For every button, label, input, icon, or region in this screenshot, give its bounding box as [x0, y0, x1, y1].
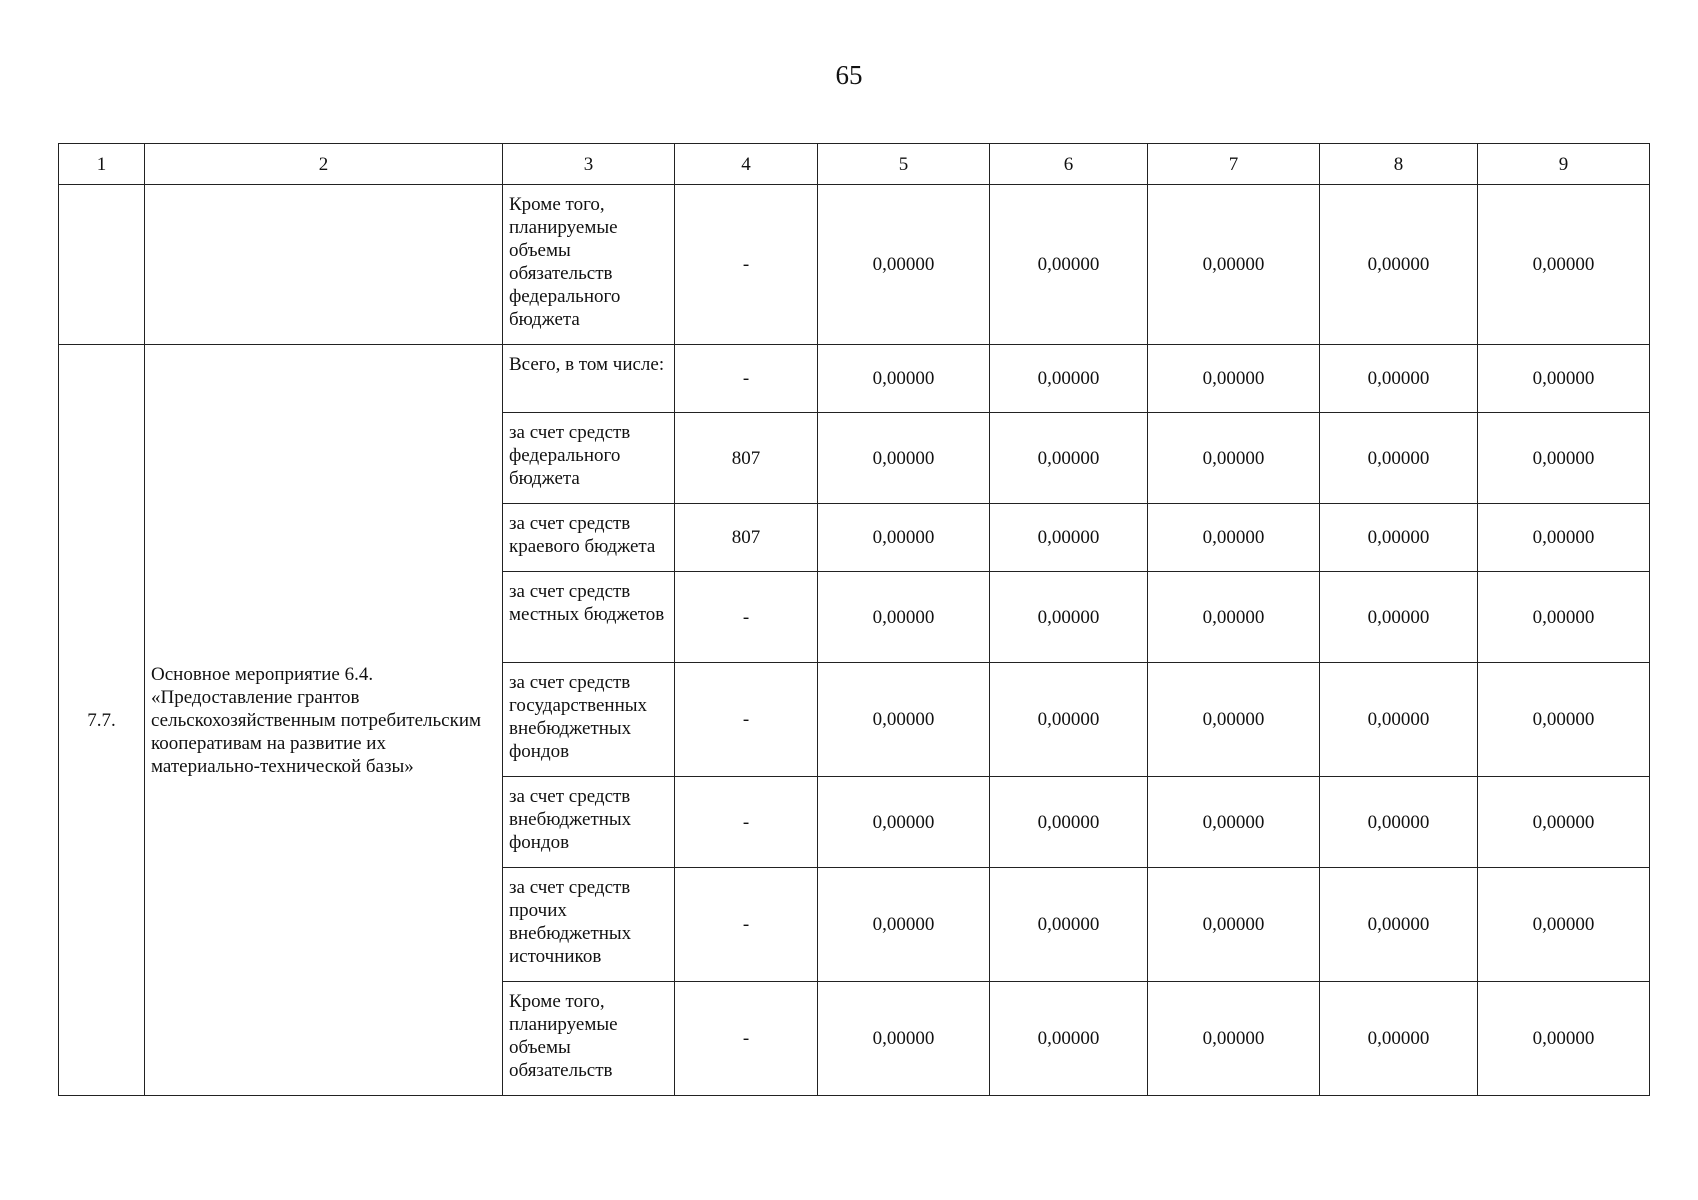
funding-source-cell: Кроме того, планируемые объемы обязательств	[503, 982, 675, 1096]
value-cell: 0,00000	[1320, 345, 1478, 413]
value-cell: 0,00000	[1148, 185, 1320, 345]
value-cell: 0,00000	[818, 572, 990, 663]
table-row	[59, 345, 1650, 413]
value-cell: 0,00000	[1320, 413, 1478, 504]
column-header: 2	[145, 144, 503, 185]
value-cell: 0,00000	[1478, 504, 1650, 572]
value-cell: 0,00000	[1478, 982, 1650, 1096]
code-cell: 807	[675, 413, 818, 504]
column-header: 6	[990, 144, 1148, 185]
value-cell: 0,00000	[990, 504, 1148, 572]
value-cell: 0,00000	[818, 868, 990, 982]
value-cell: 0,00000	[818, 185, 990, 345]
value-cell: 0,00000	[1478, 413, 1650, 504]
value-cell: 0,00000	[1320, 504, 1478, 572]
value-cell: 0,00000	[990, 185, 1148, 345]
value-cell: 0,00000	[1320, 868, 1478, 982]
column-header: 7	[1148, 144, 1320, 185]
funding-source-cell: за счет средств краевого бюджета	[503, 504, 675, 572]
value-cell: 0,00000	[990, 572, 1148, 663]
value-cell: 0,00000	[1478, 868, 1650, 982]
funding-source-cell: за счет средств федерального бюджета	[503, 413, 675, 504]
code-cell: -	[675, 663, 818, 777]
carryover-row	[59, 185, 1650, 345]
value-cell: 0,00000	[1148, 982, 1320, 1096]
funding-source-cell: за счет средств государственных внебюджетных фондов	[503, 663, 675, 777]
code-cell: -	[675, 185, 818, 345]
header-row	[59, 144, 1650, 185]
funding-source-cell: за счет средств местных бюджетов	[503, 572, 675, 663]
column-header: 5	[818, 144, 990, 185]
value-cell: 0,00000	[1148, 504, 1320, 572]
value-cell: 0,00000	[1148, 572, 1320, 663]
page-number: 65	[835, 60, 863, 90]
group-number-cell: 7.7.	[59, 345, 145, 1096]
value-cell: 0,00000	[1478, 777, 1650, 868]
value-cell: 0,00000	[1320, 185, 1478, 345]
column-header: 8	[1320, 144, 1478, 185]
value-cell: 0,00000	[1148, 777, 1320, 868]
code-cell: -	[675, 868, 818, 982]
value-cell: 0,00000	[818, 777, 990, 868]
value-cell: 0,00000	[1148, 663, 1320, 777]
value-cell: 0,00000	[990, 777, 1148, 868]
value-cell: 0,00000	[1320, 663, 1478, 777]
column-header: 3	[503, 144, 675, 185]
code-cell: -	[675, 982, 818, 1096]
value-cell: 0,00000	[990, 982, 1148, 1096]
value-cell: 0,00000	[818, 663, 990, 777]
value-cell: 0,00000	[1320, 572, 1478, 663]
code-cell: 807	[675, 504, 818, 572]
funding-source-cell: Кроме того, планируемые объемы обязательств федерального бюджета	[503, 185, 675, 345]
value-cell: 0,00000	[818, 504, 990, 572]
value-cell: 0,00000	[1478, 185, 1650, 345]
value-cell: 0,00000	[1148, 868, 1320, 982]
empty-number-cell	[59, 185, 145, 345]
value-cell: 0,00000	[1320, 777, 1478, 868]
value-cell: 0,00000	[1478, 572, 1650, 663]
value-cell: 0,00000	[1148, 413, 1320, 504]
value-cell: 0,00000	[818, 982, 990, 1096]
value-cell: 0,00000	[1320, 982, 1478, 1096]
funding-source-cell: за счет средств прочих внебюджетных источников	[503, 868, 675, 982]
code-cell: -	[675, 572, 818, 663]
column-header: 1	[59, 144, 145, 185]
value-cell: 0,00000	[1478, 663, 1650, 777]
value-cell: 0,00000	[818, 413, 990, 504]
value-cell: 0,00000	[1478, 345, 1650, 413]
activity-name-cell: Основное мероприятие 6.4. «Предоставление грантов сельскохозяйственным потребительским кооперативам на развитие их материально-технической базы»	[145, 345, 503, 1096]
empty-name-cell	[145, 185, 503, 345]
value-cell: 0,00000	[990, 345, 1148, 413]
funding-source-cell: за счет средств внебюджетных фондов	[503, 777, 675, 868]
value-cell: 0,00000	[990, 413, 1148, 504]
column-header: 4	[675, 144, 818, 185]
value-cell: 0,00000	[818, 345, 990, 413]
column-header: 9	[1478, 144, 1650, 185]
value-cell: 0,00000	[990, 868, 1148, 982]
funding-source-cell: Всего, в том числе:	[503, 345, 675, 413]
value-cell: 0,00000	[990, 663, 1148, 777]
code-cell: -	[675, 777, 818, 868]
value-cell: 0,00000	[1148, 345, 1320, 413]
code-cell: -	[675, 345, 818, 413]
budget-table	[58, 143, 1650, 1096]
